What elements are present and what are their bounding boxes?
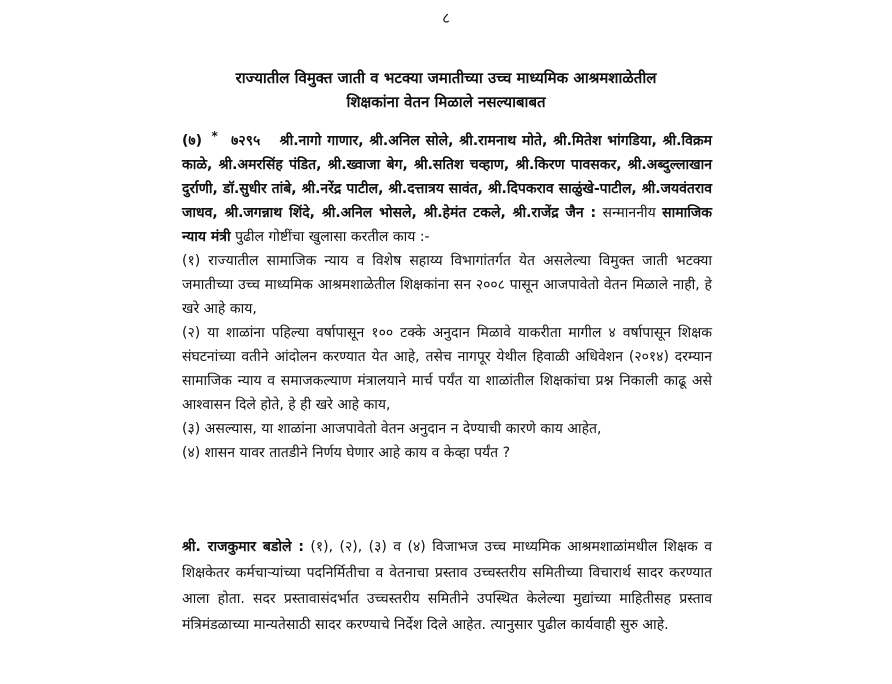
answer-text: (१), (२), (३) व (४) विजाभज उच्च माध्यमिक आश्रमशाळांमधील शिक्षक व शिक्षकेतर कर्मचाऱ्यांच्या पदनिर्मितीचा व वेतनाचा प्रस्ताव उच्चस्तरीय समितीच्या विचारार्थ सादर करण्यात आला होता. सदर प्रस्तावासंदर्भात उच्चस्तरीय समितीने उपस्थित केलेल्या मुद्यांच्या माहितीसह प्रस्ताव मंत्रिमंडळाच्या मान्यतेसाठी सादर करण्याचे निर्देश दिले आहेत. त्यानुसार पुढील कार्यवाही सुरु आहे. xyxy=(182,539,712,633)
question-item-4: (४) शासन यावर तातडीने निर्णय घेणार आहे काय व केव्हा पर्यंत ? xyxy=(182,445,511,461)
title-line-1: राज्यातील विमुक्त जाती व भटक्या जमातीच्या उच्च माध्यमिक आश्रमशाळेतील xyxy=(235,69,657,87)
answer-paragraph xyxy=(182,534,712,638)
title-line-2: शिक्षकांना वेतन मिळाले नसल्याबाबत xyxy=(346,93,546,111)
question-item-2: (२) या शाळांना पहिल्या वर्षापासून १०० टक्के अनुदान मिळावे याकरीता मागील ४ वर्षापासून शिक्षक संघटनांच्या वतीने आंदोलन करण्यात येत आहे, तसेच नागपूर येथील हिवाळी अधिवेशन (२०१४) दरम्यान सामाजिक न्याय व समाजकल्याण मंत्रालयाने मार्च पर्यंत या शाळांतील शिक्षकांचा प्रश्न निकाली काढू असे आश्वासन दिले होते, हे ही खरे आहे काय, xyxy=(182,325,712,413)
answer-speaker: श्री. राजकुमार बडोले : xyxy=(182,539,304,555)
question-intro: पुढील गोष्टींचा खुलासा करतील काय :- xyxy=(235,229,430,245)
question-serial: (७) xyxy=(182,133,203,149)
question-block xyxy=(182,124,712,465)
page-number: ८ xyxy=(442,9,450,27)
addressee-prefix: सन्माननीय xyxy=(602,205,656,221)
answer-block xyxy=(182,534,712,638)
starred-marker: * xyxy=(211,129,218,143)
question-number: ७२९५ xyxy=(231,133,261,149)
addressee-minister: सामाजिक न्याय मंत्री xyxy=(182,205,712,245)
question-item-3: (३) असल्यास, या शाळांना आजपावेतो वेतन अनुदान न देण्याची कारणे काय आहेत, xyxy=(182,421,602,437)
question-item-1: (१) राज्यातील सामाजिक न्याय व विशेष सहाय्य विभागांतर्गत येत असलेल्या विमुक्त जाती भटक्या जमातीच्या उच्च माध्यमिक आश्रमशाळेतील शिक्षकांना सन २००८ पासून आजपावेतो वेतन मिळाले नाही, हे खरे आहे काय, xyxy=(182,253,712,317)
member-names: श्री.नागो गाणार, श्री.अनिल सोले, श्री.रामनाथ मोते, श्री.मितेश भांगडिया, श्री.विक्रम काळे, श्री.अमरसिंह पंडित, श्री.ख्वाजा बेग, श्री.सतिश चव्हाण, श्री.किरण पावसकर, श्री.अब्दुल्लाखान दुर्राणी, डॉ.सुधीर तांबे, श्री.नरेंद्र पाटील, श्री.दत्तात्रय सावंत, श्री.दिपकराव साळुंखे-पाटील, श्री.जयवंतराव जाधव, श्री.जगन्नाथ शिंदे, श्री.अनिल भोसले, श्री.हेमंत टकले, श्री.राजेंद्र जैन : xyxy=(182,133,713,221)
question-header xyxy=(182,124,712,249)
document-title xyxy=(150,66,742,114)
